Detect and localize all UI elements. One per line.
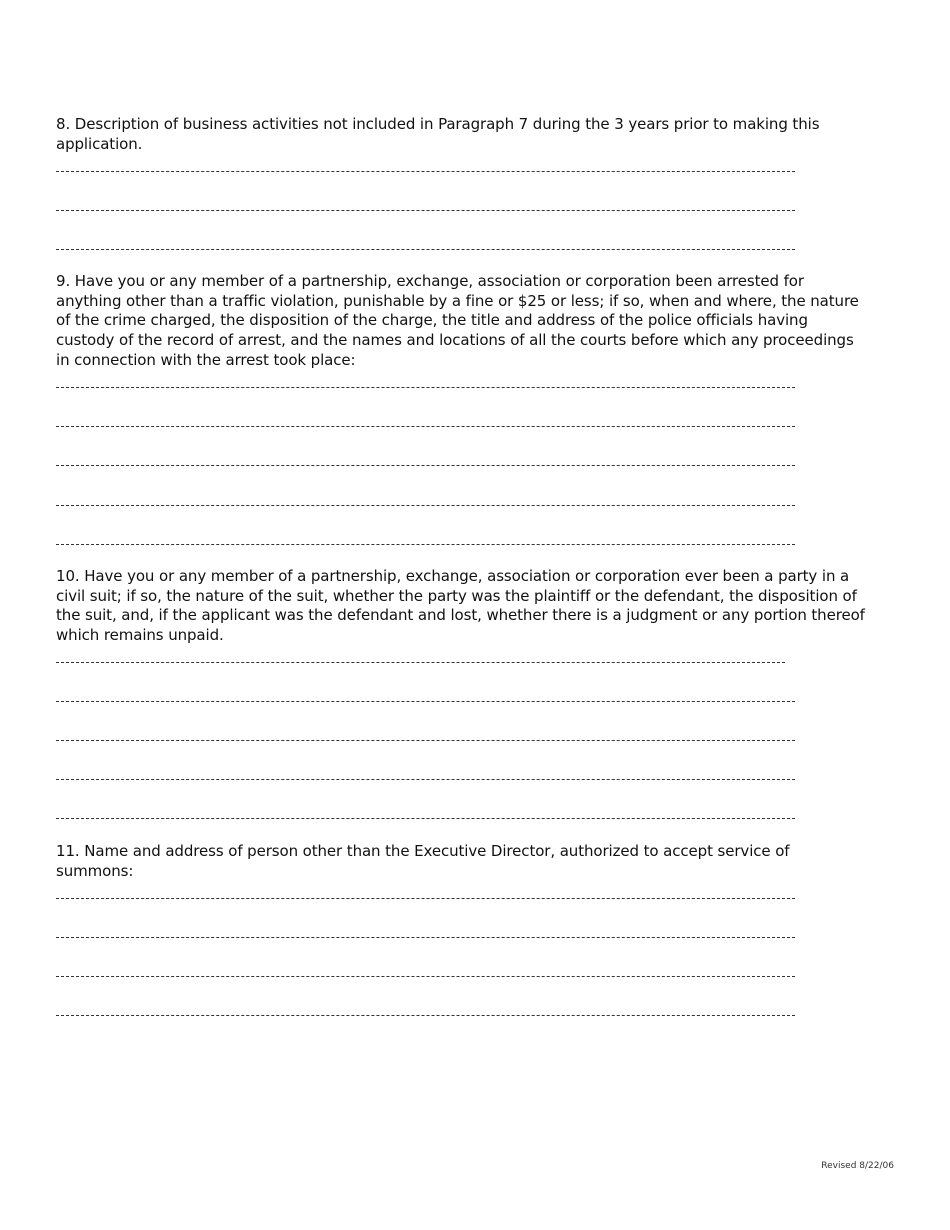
answer-line-9-3[interactable] — [56, 465, 795, 466]
question-9-text: Have you or any member of a partnership, exchange, association or corporation been arrested for anything other than a traffic violation, punishable by a fine or $25 or less; if so, when and where, the nature of the crime charged, the disposition of the charge, the title and address of the police officials having custody of the record of arrest, and the names and locations of all the courts before which any proceedings in connection with the arrest took place: — [56, 272, 864, 369]
question-10 — [56, 567, 870, 646]
answer-line-9-1[interactable] — [56, 387, 795, 388]
answer-line-10-2[interactable] — [56, 701, 795, 702]
question-9 — [56, 272, 866, 371]
revision-date: Revised 8/22/06 — [821, 1161, 894, 1171]
answer-line-11-1[interactable] — [56, 898, 795, 899]
answer-line-9-4[interactable] — [56, 505, 795, 506]
answer-line-10-5[interactable] — [56, 818, 795, 819]
question-8-text: Description of business activities not included in Paragraph 7 during the 3 years prior to making this application. — [56, 115, 825, 153]
answer-line-11-2[interactable] — [56, 937, 795, 938]
answer-line-10-3[interactable] — [56, 740, 795, 741]
question-8-number: 8. — [56, 115, 71, 133]
question-11-number: 11. — [56, 842, 80, 860]
answer-line-11-4[interactable] — [56, 1015, 795, 1016]
answer-line-8-3[interactable] — [56, 249, 795, 250]
answer-line-8-1[interactable] — [56, 171, 795, 172]
question-10-number: 10. — [56, 567, 80, 585]
answer-line-10-4[interactable] — [56, 779, 795, 780]
answer-line-9-2[interactable] — [56, 426, 795, 427]
answer-line-11-3[interactable] — [56, 976, 795, 977]
question-10-text: Have you or any member of a partnership, exchange, association or corporation ever been a party in a civil suit; if so, the nature of the suit, whether the party was the plaintiff or the defendant, the disposition of the suit, and, if the applicant was the defendant and lost, whether there is a judgment or any portion thereof which remains unpaid. — [56, 567, 870, 645]
question-11-text: Name and address of person other than the Executive Director, authorized to accept service of summons: — [56, 842, 795, 880]
question-9-number: 9. — [56, 272, 71, 290]
answer-line-10-1[interactable] — [56, 662, 785, 663]
answer-line-8-2[interactable] — [56, 210, 795, 211]
answer-line-9-5[interactable] — [56, 544, 795, 545]
question-11 — [56, 842, 866, 881]
question-8 — [56, 115, 866, 154]
